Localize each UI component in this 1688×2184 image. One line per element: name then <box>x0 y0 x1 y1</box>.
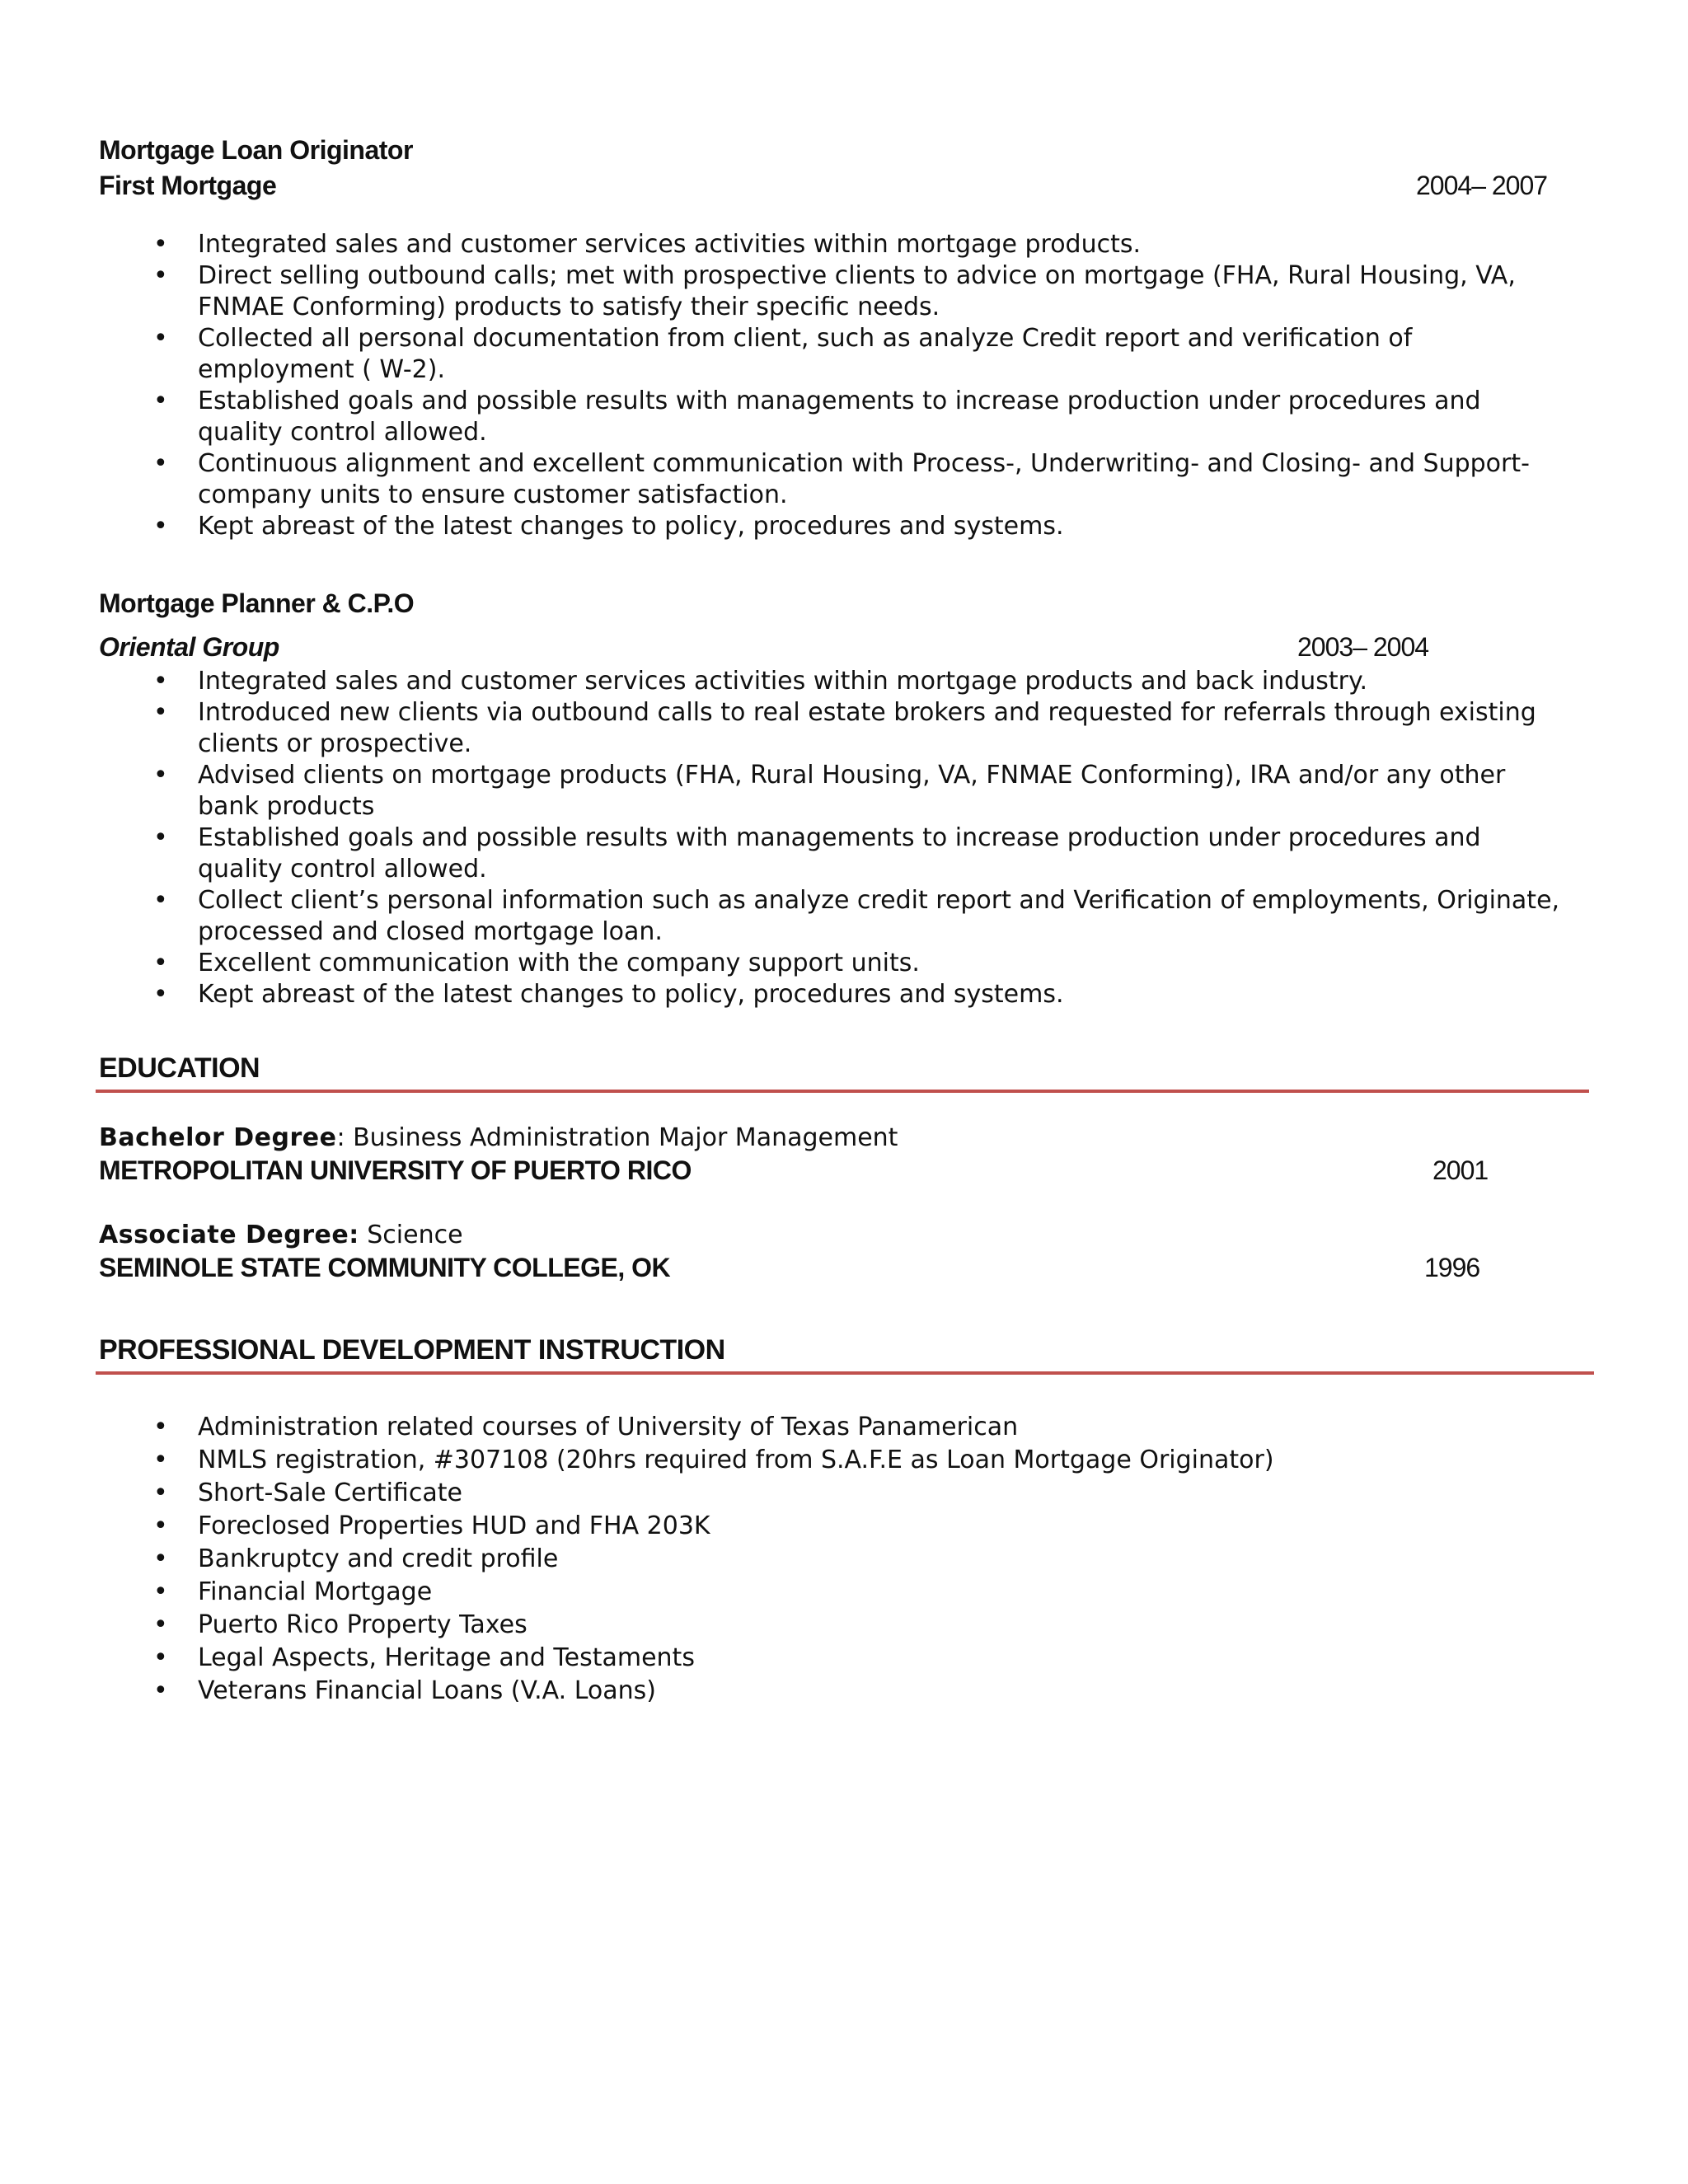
bullet-icon: • <box>153 387 168 415</box>
education-entry <box>99 1122 1582 1187</box>
school-name: SEMINOLE STATE COMMUNITY COLLEGE, OK <box>99 1253 671 1282</box>
bullet-icon: • <box>153 761 168 790</box>
bullet-icon: • <box>153 1446 168 1474</box>
list-item: • Puerto Rico Property Taxes <box>99 1609 1582 1642</box>
bullet-icon: • <box>153 886 168 915</box>
bullet-icon: • <box>153 1577 168 1606</box>
company-name: Oriental Group <box>99 632 279 662</box>
degree-field: Business Administration Major Management <box>345 1123 898 1152</box>
company-row <box>99 628 1599 666</box>
list-item: • Established goals and possible results with managements to increase production under procedures and quality control allowed. <box>153 823 1481 883</box>
list-item: • Financial Mortgage <box>99 1576 1582 1609</box>
list-item: • Collected all personal documentation from client, such as analyze Credit report and verification of employment ( W-2). <box>153 324 1413 384</box>
job-entry <box>99 134 1599 542</box>
bullet-icon: • <box>153 230 168 259</box>
section-divider <box>96 1090 1589 1093</box>
list-item: • Foreclosed Properties HUD and FHA 203K <box>99 1510 1582 1543</box>
school-row <box>99 1154 1582 1187</box>
list-item: • Administration related courses of University of Texas Panamerican <box>99 1411 1582 1444</box>
list-item: • Introduced new clients via outbound calls to real estate brokers and requested for referrals through existing clients or prospective. <box>153 698 1536 758</box>
bullet-icon: • <box>153 261 168 290</box>
bullet-icon: • <box>153 1479 168 1507</box>
list-item: • Collect client’s personal information such as analyze credit report and Verification of employments, Originate, processed and closed mortgage loan. <box>153 886 1560 946</box>
education-entry <box>99 1220 1582 1284</box>
school-row <box>99 1251 1582 1284</box>
list-item: • Veterans Financial Loans (V.A. Loans) <box>99 1675 1582 1708</box>
development-list <box>99 1411 1599 1708</box>
bullet-icon: • <box>153 698 168 727</box>
degree-label: Associate Degree: <box>99 1221 359 1249</box>
bullet-icon: • <box>153 1413 168 1441</box>
list-item: • Continuous alignment and excellent communication with Process-, Underwriting- and Closing- and Support-company units to ensure customer satisfaction. <box>153 449 1530 509</box>
list-item: • Kept abreast of the latest changes to policy, procedures and systems. <box>153 512 1064 541</box>
bullet-icon: • <box>153 512 168 541</box>
bullet-icon: • <box>153 667 168 696</box>
list-item: • Advised clients on mortgage products (FHA, Rural Housing, VA, FNMAE Conforming), IRA and/or any other bank products <box>153 761 1506 821</box>
section-divider <box>96 1371 1594 1375</box>
school-name: METROPOLITAN UNIVERSITY OF PUERTO RICO <box>99 1155 692 1185</box>
company-name: First Mortgage <box>99 171 277 200</box>
list-item: • Integrated sales and customer services activities within mortgage products and back industry. <box>153 667 1367 696</box>
degree-line <box>99 1220 1582 1251</box>
list-item: • Established goals and possible results with managements to increase production under procedures and quality control allowed. <box>153 387 1481 447</box>
section-heading-education: EDUCATION <box>99 1052 260 1084</box>
job-duties-list <box>99 229 1599 542</box>
job-title: Mortgage Planner & C.P.O <box>99 588 415 618</box>
development-section <box>99 1411 1599 1708</box>
bullet-icon: • <box>153 324 168 353</box>
job-entry <box>99 587 1599 1010</box>
bullet-icon: • <box>153 1610 168 1639</box>
list-item: • Integrated sales and customer services activities within mortgage products. <box>153 230 1142 259</box>
list-item: • Bankruptcy and credit profile <box>99 1543 1582 1576</box>
graduation-year: 2001 <box>1432 1155 1489 1185</box>
list-item: • Short-Sale Certificate <box>99 1477 1582 1510</box>
degree-label: Bachelor Degree <box>99 1123 337 1152</box>
bullet-icon: • <box>153 949 168 977</box>
list-item: • Legal Aspects, Heritage and Testaments <box>99 1642 1582 1675</box>
company-row <box>99 166 1599 204</box>
degree-field: Science <box>359 1221 463 1249</box>
bullet-icon: • <box>153 449 168 478</box>
graduation-year: 1996 <box>1424 1253 1480 1282</box>
bullet-icon: • <box>153 823 168 852</box>
job-dates: 2003– 2004 <box>1297 632 1429 662</box>
bullet-icon: • <box>153 1643 168 1672</box>
list-item: • NMLS registration, #307108 (20hrs required from S.A.F.E as Loan Mortgage Originator) <box>99 1444 1582 1477</box>
bullet-icon: • <box>153 1544 168 1573</box>
bullet-icon: • <box>153 1676 168 1705</box>
list-item: • Excellent communication with the company support units. <box>153 949 920 977</box>
list-item: • Kept abreast of the latest changes to policy, procedures and systems. <box>153 980 1064 1009</box>
degree-line: Bachelor Degree: Business Administration Major Management <box>99 1123 898 1152</box>
job-dates: 2004– 2007 <box>1416 171 1548 200</box>
list-item: • Direct selling outbound calls; met with prospective clients to advice on mortgage (FHA, Rural Housing, VA, FNMAE Conforming) products to satisfy their specific needs. <box>153 261 1516 321</box>
job-duties-list <box>99 666 1599 1010</box>
bullet-icon: • <box>153 980 168 1009</box>
section-heading-professional-development: PROFESSIONAL DEVELOPMENT INSTRUCTION <box>99 1334 725 1366</box>
job-title: Mortgage Loan Originator <box>99 135 413 165</box>
bullet-icon: • <box>153 1511 168 1540</box>
